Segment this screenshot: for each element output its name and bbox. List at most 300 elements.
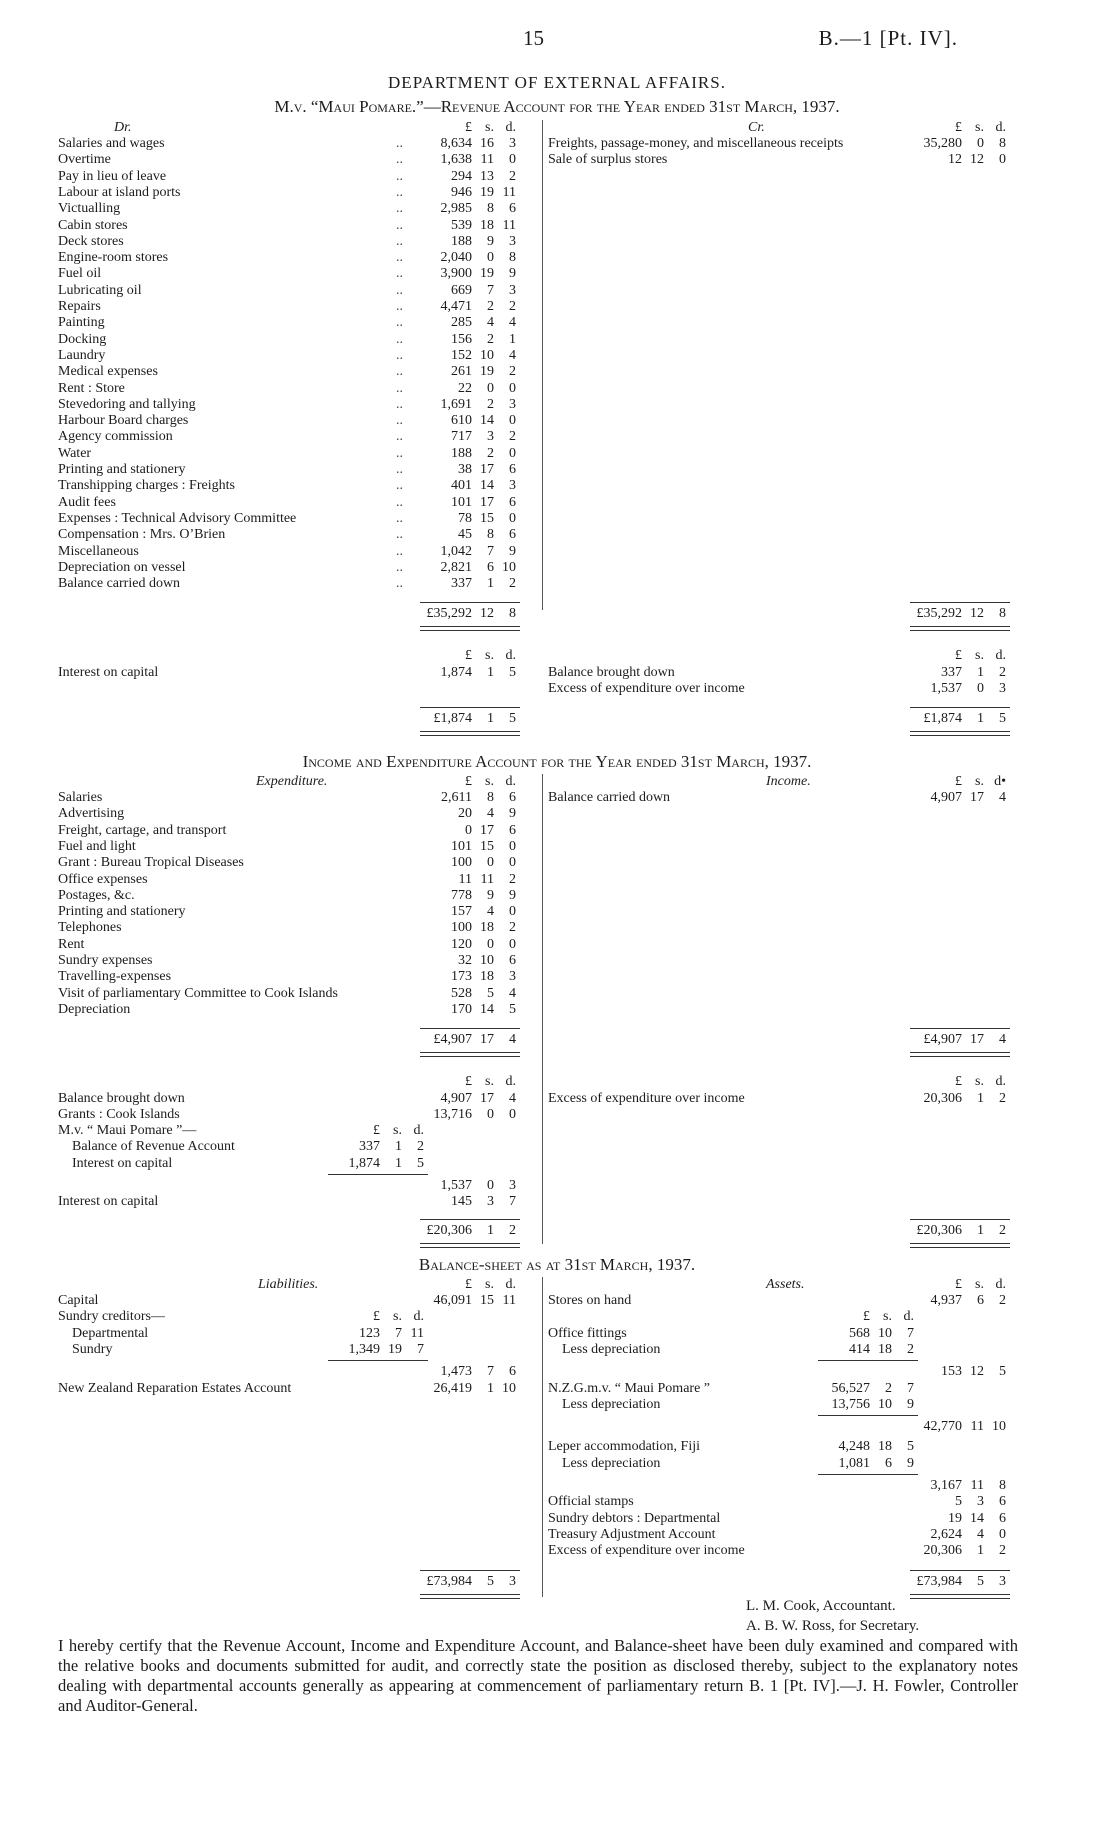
amount-pence: 2 — [999, 1222, 1006, 1238]
amount-pounds: 1,042 — [440, 543, 472, 559]
total-amount — [910, 711, 1006, 727]
expenditure-row — [58, 937, 1028, 953]
dep-label: Less depreciation — [562, 1341, 661, 1357]
amount-pence: 0 — [999, 152, 1006, 168]
amount-pounds: 778 — [451, 887, 472, 903]
debit-label: Overtime — [58, 152, 111, 168]
leader-dots: .. — [396, 380, 403, 396]
amount-pounds: 3,900 — [440, 266, 472, 282]
amount-shillings: 6 — [487, 559, 494, 575]
amount-pence: 6 — [509, 790, 516, 805]
income-account-title: Income and Expenditure Account for the Year ended 31st March, 1937. — [302, 752, 812, 771]
amount-shillings: 18 — [480, 217, 494, 233]
expenditure-amount — [420, 806, 516, 822]
amount-pence: 6 — [509, 527, 516, 543]
maui-sub-row — [58, 1139, 1028, 1155]
amount-pounds: 188 — [451, 445, 472, 461]
amount-shillings: 3 — [487, 1194, 494, 1210]
credit-amount — [910, 152, 1006, 168]
amount-shillings: 5 — [487, 985, 494, 1001]
double-rule — [420, 1243, 520, 1248]
amount-shillings: 8 — [487, 527, 494, 543]
expenditure-row — [58, 806, 1028, 822]
amount-shillings: 5 — [977, 1573, 984, 1589]
amount-shillings: 1 — [977, 711, 984, 727]
amount-pence: 6 — [999, 1494, 1006, 1510]
amount-pounds: 22 — [458, 380, 472, 396]
amount-shillings: 17 — [970, 1032, 984, 1048]
debit-amount — [420, 527, 516, 543]
income-header-row — [58, 774, 1028, 790]
amount-shillings: 17 — [480, 1032, 494, 1048]
leper-label: Leper accommodation, Fiji — [548, 1439, 701, 1455]
amount-shillings: 4 — [487, 806, 494, 822]
amount-shillings: 19 — [480, 266, 494, 282]
amount-shillings: 1 — [977, 1543, 984, 1559]
debit-amount — [420, 283, 516, 299]
amount-pence: d. — [413, 1309, 424, 1325]
amount-pounds: 35,280 — [923, 136, 962, 151]
revenue-total-row — [58, 606, 1028, 622]
leader-dots: .. — [396, 347, 403, 363]
debit-amount — [420, 462, 516, 478]
amount-pence: 7 — [907, 1380, 914, 1396]
currency-header — [910, 1074, 1006, 1090]
debit-amount — [420, 381, 516, 397]
revenue-account — [58, 120, 1028, 727]
amount-pence: 3 — [509, 136, 516, 151]
amount-shillings: 7 — [487, 543, 494, 559]
amount-shillings: 17 — [480, 494, 494, 510]
amount-pounds: 157 — [451, 904, 472, 920]
revenue-header-row — [58, 120, 1028, 136]
revenue-account-title: M.v. “Maui Pomare.”—Revenue Account for the Year ended 31st March, 1937. — [274, 97, 840, 116]
amount-shillings: 18 — [878, 1341, 892, 1357]
cr-label: Cr. — [748, 120, 765, 135]
page-header — [0, 26, 1114, 56]
amount-pounds: 3,167 — [930, 1478, 962, 1493]
sub-label: Balance of Revenue Account — [72, 1139, 235, 1155]
revenue-debit-row — [58, 332, 1028, 348]
amount-pence: 7 — [509, 1194, 516, 1210]
income-label: Income. — [766, 774, 811, 789]
expenditure-label: Expenditure. — [256, 774, 328, 789]
asset-amount — [910, 1543, 1006, 1559]
revenue-debit-row — [58, 348, 1028, 364]
rule — [818, 1415, 918, 1416]
rule — [420, 1028, 520, 1029]
amount-pence: 4 — [509, 315, 516, 331]
rule — [328, 1174, 428, 1175]
stores-amount — [910, 1293, 1006, 1309]
credit-amount — [910, 665, 1006, 681]
expenditure-amount — [420, 1002, 516, 1018]
currency-header — [328, 1123, 424, 1139]
balance-header-row — [58, 1277, 1028, 1293]
amount-pounds: £20,306 — [426, 1222, 472, 1238]
amount-pounds: £20,306 — [916, 1222, 962, 1238]
debit-amount — [420, 332, 516, 348]
amount-pounds: 0 — [465, 822, 472, 838]
amount-shillings: 11 — [480, 871, 494, 887]
amount-pounds: 38 — [458, 462, 472, 477]
net-amount — [910, 1364, 1006, 1380]
asset-label: Treasury Adjustment Account — [548, 1526, 716, 1542]
amount-pounds: 717 — [451, 429, 472, 445]
amount-pounds: 337 — [451, 576, 472, 592]
debit-amount — [420, 234, 516, 250]
debit-label: Printing and stationery — [58, 462, 186, 477]
amount-shillings: 8 — [487, 201, 494, 217]
office-dep-row — [58, 1342, 1028, 1358]
expenditure-amount — [420, 904, 516, 920]
dep-amount — [818, 1397, 914, 1413]
expenditure-row — [58, 839, 1028, 855]
amount-shillings: 7 — [487, 282, 494, 298]
amount-shillings: 0 — [977, 681, 984, 696]
amount-pounds: 101 — [451, 838, 472, 854]
amount-pounds: 528 — [451, 985, 472, 1001]
debit-label: Fuel oil — [58, 266, 102, 282]
amount-pounds: 152 — [451, 347, 472, 363]
row-label: Grants : Cook Islands — [58, 1106, 180, 1122]
expenditure-amount — [420, 920, 516, 936]
sundry-creditors-label: Sundry creditors— — [58, 1309, 165, 1325]
amount-pence: 4 — [999, 1032, 1006, 1048]
amount-pounds: 120 — [451, 936, 472, 952]
credit-label: Sale of surplus stores — [548, 152, 668, 168]
debit-amount — [420, 397, 516, 413]
debit-label: Compensation : Mrs. O’Brien — [58, 527, 226, 543]
expenditure-label: Depreciation — [58, 1001, 131, 1017]
amount-pounds: 669 — [451, 282, 472, 298]
expenditure-amount — [420, 855, 516, 871]
leader-dots: .. — [396, 168, 403, 184]
maui-sub-row — [58, 1156, 1028, 1172]
expenditure-label: Telephones — [58, 920, 122, 936]
amount-shillings: 2 — [487, 299, 494, 314]
asset-currency-row — [58, 1309, 1028, 1325]
debit-amount — [420, 348, 516, 364]
nzrea-label: New Zealand Reparation Estates Account — [58, 1380, 292, 1396]
debit-label: Docking — [58, 331, 107, 347]
amount-pounds: £35,292 — [916, 606, 962, 622]
currency-header: £ s. d. — [465, 120, 516, 135]
amount-pence: 0 — [999, 1526, 1006, 1542]
leader-dots: .. — [396, 364, 403, 380]
leader-dots: .. — [396, 233, 403, 249]
maui-net-row — [58, 1178, 1028, 1194]
revenue-debit-row — [58, 364, 1028, 380]
office-net-row — [58, 1364, 1028, 1380]
debit-label: Harbour Board charges — [58, 413, 189, 429]
amount-pence: 2 — [417, 1139, 424, 1155]
leader-dots: .. — [396, 184, 403, 200]
expenditure-row — [58, 888, 1028, 904]
debit-label: Labour at island ports — [58, 184, 181, 200]
vessel-dep-row — [58, 1397, 1028, 1413]
debit-label: Lubricating oil — [58, 282, 142, 298]
currency-header: £ s. d. — [955, 120, 1006, 135]
amount-shillings: 19 — [480, 184, 494, 200]
debit-label: Medical expenses — [58, 364, 158, 380]
row-amount — [420, 1194, 516, 1210]
debit-label: Rent : Store — [58, 380, 125, 396]
revenue-debit-row — [58, 495, 1028, 511]
leader-dots: .. — [396, 527, 403, 543]
amount-pounds: £4,907 — [923, 1032, 962, 1048]
revenue-debit-row — [58, 527, 1028, 543]
amount-shillings: 12 — [970, 152, 984, 168]
audit-certificate: I hereby certify that the Revenue Account, Income and Expenditure Account, and Balance-sheet have been duly examined and compared with the relative books and documents submitted for audit, and correctly state the position as disclosed thereby, subject to the explanatory notes dealing with departmental accounts generally as appearing at commencement of parliamentary return B. 1 [Pt. IV].—J. H. Fowler, Controller and Auditor-General. — [58, 1636, 1018, 1715]
amount-pounds: 1,537 — [440, 1178, 472, 1193]
debit-amount — [420, 266, 516, 282]
double-rule — [420, 1052, 520, 1057]
row-label: Balance brought down — [58, 1090, 185, 1106]
leader-dots: .. — [396, 217, 403, 233]
leader-dots: .. — [396, 331, 403, 347]
debit-label: Pay in lieu of leave — [58, 168, 167, 184]
office-label: Office fittings — [548, 1325, 627, 1341]
debit-label: Interest on capital — [58, 664, 159, 680]
debit-amount — [420, 544, 516, 560]
amount-shillings: 12 — [480, 606, 494, 622]
revenue-debit-row — [58, 478, 1028, 494]
expenditure-label: Printing and stationery — [58, 904, 186, 920]
amount-shillings: 18 — [480, 969, 494, 985]
total-amount — [910, 606, 1006, 622]
asset-amount — [910, 1527, 1006, 1543]
amount-shillings: 2 — [885, 1380, 892, 1396]
debit-label: Transhipping charges : Freights — [58, 478, 235, 494]
amount-shillings: s. — [485, 648, 494, 664]
expenditure-row — [58, 920, 1028, 936]
revenue-debit-row — [58, 283, 1028, 299]
leader-dots: .. — [396, 510, 403, 526]
debit-amount — [420, 446, 516, 462]
amount-pounds: 401 — [451, 478, 472, 494]
page-number: 15 — [523, 26, 544, 50]
asset-row — [58, 1511, 1028, 1527]
debit-label: Deck stores — [58, 233, 124, 249]
expenditure-row — [58, 953, 1028, 969]
amount-pounds: £ — [863, 1309, 870, 1325]
amount-pence: 9 — [509, 887, 516, 903]
revenue-debit-row — [58, 250, 1028, 266]
rule — [910, 1219, 1010, 1220]
revenue-credit-row — [58, 665, 1028, 681]
revenue-debit-row — [58, 201, 1028, 217]
amount-pounds: 4,471 — [440, 299, 472, 314]
amount-pounds: £ — [955, 648, 962, 664]
amount-shillings: 13 — [480, 168, 494, 184]
amount-pence: 5 — [509, 664, 516, 680]
amount-pence: 0 — [509, 413, 516, 429]
amount-pence: 5 — [999, 711, 1006, 727]
amount-pence: 5 — [999, 1364, 1006, 1380]
income-total-row — [58, 1032, 1028, 1048]
expenditure-row — [58, 1002, 1028, 1018]
amount-pounds: 285 — [451, 315, 472, 331]
amount-shillings: 0 — [487, 250, 494, 266]
maui-pomare-row — [58, 1123, 1028, 1139]
amount-pounds: 46,091 — [433, 1293, 472, 1308]
dep-amount — [818, 1342, 914, 1358]
amount-pence: 6 — [509, 953, 516, 968]
amount-pence: 8 — [999, 136, 1006, 151]
income-second-row — [58, 1107, 1028, 1123]
leader-dots: .. — [396, 576, 403, 592]
currency-header-row — [58, 648, 1028, 664]
expenditure-row — [58, 823, 1028, 839]
amount-pounds: 20,306 — [923, 1543, 962, 1559]
expenditure-label: Salaries — [58, 790, 103, 805]
revenue-debit-row — [58, 462, 1028, 478]
currency-header-row — [58, 1074, 1028, 1090]
amount-pounds: 8,634 — [440, 136, 472, 151]
currency-header — [420, 648, 516, 664]
leper-dep-row — [58, 1456, 1028, 1472]
revenue-debit-row — [58, 299, 1028, 315]
double-rule — [420, 1594, 520, 1599]
amount-shillings: 0 — [977, 136, 984, 151]
amount-pounds: 4,248 — [838, 1439, 870, 1455]
amount-pence: 3 — [509, 396, 516, 412]
double-rule — [420, 731, 520, 736]
expenditure-row — [58, 969, 1028, 985]
amount-pence: 8 — [509, 250, 516, 266]
amount-pounds: £4,907 — [433, 1032, 472, 1048]
revenue-debit-row — [58, 266, 1028, 282]
currency-header — [420, 1074, 516, 1090]
amount-pounds: 153 — [941, 1364, 962, 1380]
amount-shillings: s. — [485, 1074, 494, 1090]
sub-amount — [328, 1156, 424, 1172]
expenditure-amount — [420, 888, 516, 904]
leader-dots: .. — [396, 250, 403, 266]
amount-pence: 2 — [509, 364, 516, 380]
amount-pounds: 26,419 — [433, 1380, 472, 1396]
amount-pence: 0 — [509, 380, 516, 396]
signature-accountant: L. M. Cook, Accountant. — [746, 1598, 896, 1614]
currency-header: £ s. d• — [955, 774, 1006, 789]
amount-pounds: 539 — [451, 217, 472, 233]
expenditure-label: Office expenses — [58, 871, 148, 887]
debit-label: Engine-room stores — [58, 250, 169, 266]
expenditure-label: Advertising — [58, 806, 125, 822]
amount-pounds: 173 — [451, 969, 472, 985]
stores-row — [58, 1293, 1028, 1309]
amount-pence: 6 — [509, 1364, 516, 1380]
amount-pence: 9 — [509, 543, 516, 559]
asset-label: Sundry debtors : Departmental — [548, 1510, 721, 1526]
amount-pounds: 42,770 — [923, 1419, 962, 1435]
amount-shillings: 1 — [977, 1222, 984, 1238]
amount-pence: 0 — [509, 855, 516, 871]
amount-pence: 6 — [509, 201, 516, 217]
double-rule — [420, 626, 520, 631]
amount-shillings: 18 — [878, 1439, 892, 1455]
expenditure-amount — [420, 872, 516, 888]
debit-amount — [420, 250, 516, 266]
debit-amount — [420, 315, 516, 331]
rule — [818, 1474, 918, 1475]
credit-label: Excess of expenditure over income — [548, 681, 745, 696]
amount-pence: 2 — [509, 299, 516, 314]
amount-shillings: 7 — [487, 1364, 494, 1380]
amount-pence: 3 — [999, 1573, 1006, 1589]
amount-shillings: 1 — [977, 664, 984, 680]
amount-shillings: 9 — [487, 887, 494, 903]
leader-dots: .. — [396, 543, 403, 559]
amount-shillings: 11 — [480, 152, 494, 168]
amount-pence: 5 — [907, 1439, 914, 1455]
amount-pounds: £35,292 — [426, 606, 472, 622]
leader-dots: .. — [396, 462, 403, 477]
debit-amount — [420, 201, 516, 217]
vessel-row — [58, 1381, 1028, 1397]
amount-shillings: 15 — [480, 838, 494, 854]
amount-shillings: 2 — [487, 396, 494, 412]
amount-pence: 0 — [509, 1106, 516, 1122]
amount-shillings: 4 — [487, 904, 494, 920]
amount-pence: 11 — [502, 217, 516, 233]
debit-amount — [420, 218, 516, 234]
amount-pence: 2 — [509, 1222, 516, 1238]
amount-pounds: 11 — [458, 871, 472, 887]
amount-pence: 3 — [509, 478, 516, 494]
amount-pounds: £ — [955, 1074, 962, 1090]
assets-label: Assets. — [766, 1277, 805, 1292]
amount-pence: d. — [413, 1123, 424, 1139]
rule — [818, 1360, 918, 1361]
amount-pounds: 1,537 — [930, 681, 962, 696]
amount-shillings: 17 — [480, 1090, 494, 1106]
revenue-debit-row — [58, 576, 1028, 592]
credit-label: Balance brought down — [548, 664, 675, 680]
amount-pence: 5 — [417, 1155, 424, 1171]
amount-pounds: 568 — [849, 1325, 870, 1341]
amount-pounds: 19 — [948, 1510, 962, 1526]
leper-row — [58, 1439, 1028, 1455]
amount-pounds: 2,611 — [441, 790, 472, 805]
amount-pence: 3 — [509, 282, 516, 298]
currency-header: £ s. d. — [465, 1277, 516, 1292]
amount-shillings: 2 — [487, 331, 494, 347]
amount-pence: 6 — [999, 1510, 1006, 1526]
amount-pence: 8 — [999, 1478, 1006, 1493]
amount-pence: 8 — [509, 606, 516, 622]
amount-pounds: 1,638 — [440, 152, 472, 168]
amount-pounds: £73,984 — [426, 1573, 472, 1589]
debit-amount — [420, 413, 516, 429]
total-amount — [420, 1223, 516, 1239]
amount-shillings: 6 — [977, 1293, 984, 1308]
amount-pounds: 20,306 — [923, 1090, 962, 1106]
amount-pence: 0 — [509, 152, 516, 168]
amount-pounds: 4,907 — [440, 1090, 472, 1106]
revenue-total-row — [58, 711, 1028, 727]
amount-pounds: 2,985 — [440, 201, 472, 217]
amount-shillings: 1 — [487, 576, 494, 592]
amount-shillings: s. — [393, 1123, 402, 1139]
net-amount — [420, 1178, 516, 1194]
leper-net-row — [58, 1478, 1028, 1494]
amount-pence: 6 — [509, 494, 516, 510]
amount-shillings: 11 — [970, 1478, 984, 1493]
amount-pounds: 156 — [451, 331, 472, 347]
amount-pounds: 337 — [359, 1139, 380, 1155]
